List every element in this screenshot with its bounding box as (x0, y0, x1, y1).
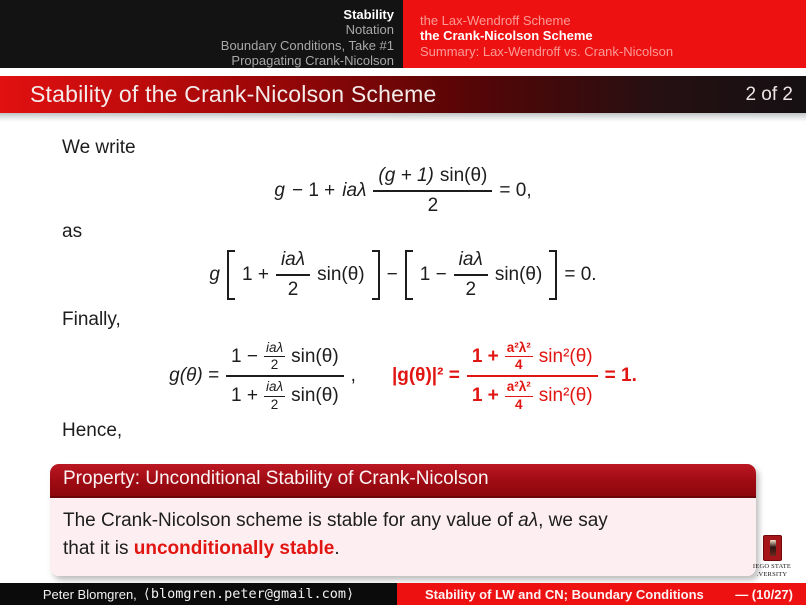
eq3-red-den-smallfrac (505, 380, 533, 411)
eq1-denominator: 2 (427, 195, 439, 216)
equation-3 (0, 341, 806, 412)
frame-title: Stability of the Crank-Nicolson Scheme (30, 81, 437, 107)
slide-content (0, 137, 806, 576)
equation-2 (0, 249, 806, 301)
eq3-red-fraction (467, 341, 598, 412)
property-body-text-3: that it is (63, 537, 134, 559)
eq3-red-den-sfrac-num: a²λ² (505, 380, 533, 396)
nav-item-summary[interactable]: Summary: Lax-Wendroff vs. Crank-Nicolson (420, 43, 674, 59)
eq2-g: g (209, 264, 220, 285)
title-shadow (0, 113, 806, 122)
eq2-left-bracket-1 (227, 250, 235, 300)
eq3-den-sin: sin(θ) (291, 385, 339, 407)
eq3-comma: , (350, 365, 356, 387)
nav-item-propagating-crank-nicolson[interactable]: Propagating Crank-Nicolson (231, 53, 394, 69)
property-body-text-1: The Crank-Nicolson scheme is stable for any value of (63, 509, 519, 531)
property-title: Property: Unconditional Stability of Crank-Nicolson (50, 464, 756, 498)
eq2-left-bracket-2 (405, 250, 413, 300)
property-body-text-4: . (334, 537, 340, 559)
eq3-red-part (392, 341, 637, 412)
nav-header (0, 0, 806, 68)
nav-item-boundary-conditions[interactable]: Boundary Conditions, Take #1 (220, 37, 394, 53)
frame-page-indicator: 2 of 2 (745, 83, 793, 105)
eq3-lhs: g(θ) = (169, 365, 220, 387)
eq1-operator: − 1 + (291, 180, 336, 201)
eq3-red-num-sin: sin²(θ) (538, 345, 593, 367)
sdsu-emblem-icon (770, 540, 776, 556)
eq3-red-num-smallfrac (505, 341, 533, 372)
property-body-text-2: , we say (538, 509, 608, 531)
property-box (50, 464, 756, 576)
eq3-den-smallfrac (264, 380, 285, 411)
eq2-frac2-num: iaλ (454, 249, 488, 276)
footer-author-section (0, 583, 397, 605)
eq1-numerator-var: (g + 1) (378, 165, 434, 186)
footer-bar (0, 583, 806, 605)
eq1-numerator-sin: sin(θ) (439, 165, 488, 186)
nav-item-crank-nicolson-scheme[interactable]: the Crank-Nicolson Scheme (420, 28, 593, 44)
nav-item-notation[interactable]: Notation (345, 22, 394, 38)
eq1-ial: iaλ (342, 180, 367, 201)
eq3-red-den-sfrac-den: 4 (515, 396, 523, 412)
eq3-red-num-pre: 1 + (471, 345, 499, 367)
eq2-frac2-den: 2 (465, 279, 477, 300)
eq2-sin-2: sin(θ) (494, 264, 543, 285)
eq3-black-part (169, 341, 356, 412)
eq3-den-sfrac-den: 2 (270, 396, 279, 412)
footer-email: ⟨blomgren.peter@gmail.com⟩ (142, 586, 355, 602)
property-body-emphasis: unconditionally stable (133, 537, 335, 559)
as-text: as (62, 221, 83, 242)
eq2-frac1-den: 2 (287, 279, 299, 300)
eq2-sin-1: sin(θ) (317, 264, 365, 285)
property-body-var: aλ (518, 509, 539, 531)
eq2-tail: = 0. (564, 264, 597, 285)
finally-text: Finally, (62, 309, 121, 330)
eq3-red-den-pre: 1 + (471, 385, 499, 407)
eq3-red-den-sin: sin²(θ) (538, 385, 593, 407)
eq3-num-smallfrac (264, 341, 285, 372)
nav-section-left (0, 0, 403, 68)
nav-item-lax-wendroff-scheme[interactable]: the Lax-Wendroff Scheme (420, 13, 571, 28)
eq3-red-num-sfrac-num: a²λ² (505, 341, 533, 357)
eq2-fraction-2 (454, 249, 488, 301)
sdsu-logo-text (749, 563, 795, 578)
footer-doc-section (397, 583, 806, 605)
eq2-minus: − (386, 264, 398, 285)
eq3-num-sfrac-num: iaλ (264, 341, 285, 357)
eq3-red-lhs: |g(θ)|² = (391, 365, 460, 387)
intro-text: We write (62, 137, 136, 158)
eq3-red-num-sfrac-den: 4 (515, 357, 523, 373)
eq1-fraction (373, 165, 492, 217)
footer-author: Peter Blomgren, (42, 586, 137, 602)
sdsu-logo-line-1: IEGO STATE (752, 563, 792, 570)
eq3-red-tail: = 1. (604, 365, 637, 387)
eq3-den-sfrac-num: iaλ (264, 380, 285, 396)
equation-1 (0, 165, 806, 217)
hence-text: Hence, (62, 419, 123, 441)
frame-title-bar (0, 76, 806, 113)
eq3-num-sfrac-den: 2 (270, 357, 279, 373)
footer-doc-title: Stability of LW and CN; Boundary Conditions (425, 586, 704, 602)
eq1-tail: = 0, (499, 180, 532, 201)
eq2-fraction-1 (276, 249, 310, 301)
sdsu-logo-line-2: .VERSITY (756, 570, 788, 578)
eq3-den-pre: 1 + (231, 385, 258, 407)
eq2-bracket2-pre: 1 − (419, 264, 447, 285)
eq3-num-pre: 1 − (231, 345, 258, 367)
footer-page-number: — (10/27) (735, 586, 793, 602)
eq2-right-bracket-1 (372, 250, 380, 300)
eq2-frac1-num: iaλ (276, 249, 310, 276)
sdsu-logo (749, 535, 795, 578)
sdsu-shield-icon (763, 535, 782, 561)
eq2-bracket1-pre: 1 + (242, 264, 269, 285)
eq3-num-sin: sin(θ) (291, 345, 339, 367)
nav-item-stability[interactable]: Stability (343, 7, 394, 22)
nav-section-right (403, 0, 806, 68)
eq1-g: g (274, 180, 285, 201)
eq3-fraction (226, 341, 344, 412)
property-body (50, 498, 756, 576)
eq2-right-bracket-2 (549, 250, 557, 300)
header-gap (0, 68, 806, 76)
